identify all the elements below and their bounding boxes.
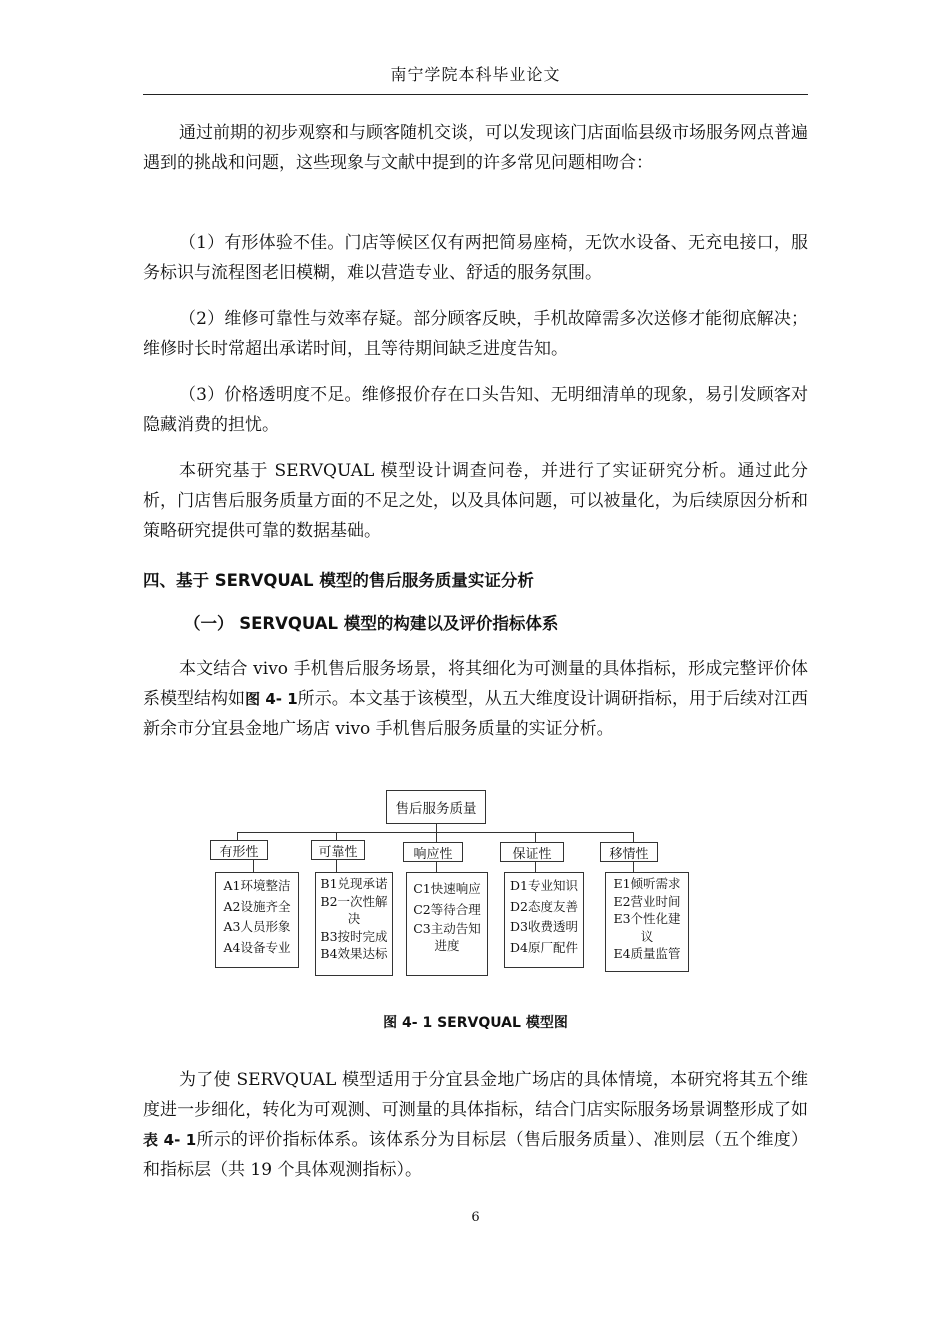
figure-caption: 图 4- 1 SERVQUAL 模型图 [383, 1015, 568, 1031]
indicator-item: B3按时完成 [320, 928, 388, 944]
connector [253, 860, 254, 872]
indicator-item: E3个性化建议 [613, 911, 681, 944]
page-number: 6 [471, 1210, 480, 1225]
subsection-heading: （一） SERVQUAL 模型的构建以及评价指标体系 [184, 614, 559, 633]
paragraph-model [143, 654, 808, 744]
diagram-root-box: 售后服务质量 [386, 790, 486, 824]
indicator-list-reliability [315, 872, 393, 976]
paragraph-intro: 通过前期的初步观察和与顾客随机交谈，可以发现该门店面临县级市场服务网点普遍遇到的挑战和问题，这些现象与文献中提到的许多常见问题相吻合： [143, 123, 808, 173]
indicator-item: C2等待合理 [413, 901, 481, 917]
dimension-reliability: 可靠性 [311, 840, 365, 860]
indicator-list-empathy [605, 872, 689, 972]
table-reference: 表 4- 1 [143, 1131, 197, 1149]
dimension-empathy: 移情性 [600, 842, 658, 862]
dimension-tangibles: 有形性 [210, 840, 268, 860]
indicator-item: E2营业时间 [613, 893, 681, 909]
connector [633, 862, 634, 872]
servqual-model-diagram [205, 790, 695, 980]
indicator-item: D4原厂配件 [510, 939, 578, 955]
indicator-item: C1快速响应 [413, 881, 481, 896]
indicator-list-tangibles [215, 872, 299, 968]
indicator-item: E4质量监管 [613, 946, 681, 961]
paragraph-item-1: （1）有形体验不佳。门店等候区仅有两把简易座椅，无饮水设备、无充电接口，服务标识与流程图老旧模糊，难以营造专业、舒适的服务氛围。 [143, 233, 808, 283]
paragraph-model-text-1: 本文结合 vivo 手机售后服务场景，将其细化为可测量的具体指标，形成完整评价体系模型结构如 [143, 659, 808, 709]
indicator-item: D3收费透明 [510, 919, 578, 934]
connector [633, 832, 634, 842]
paragraph-item-2: （2）维修可靠性与效率存疑。部分顾客反映，手机故障需多次送修才能彻底解决；维修时长时常超出承诺时间，且等待期间缺乏进度告知。 [143, 309, 808, 359]
indicator-list-responsiveness [406, 872, 488, 976]
indicator-item: B1兑现承诺 [320, 876, 388, 891]
paragraph-model-text-2: 所示。本文基于该模型，从五大维度设计调研指标，用于后续对江西新余市分宜县金地广场店 vivo 手机售后服务质量的实证分析。 [143, 689, 809, 739]
indicator-item: D2态度友善 [510, 898, 578, 914]
indicator-item: E1倾听需求 [613, 876, 681, 891]
header-rule [143, 94, 808, 95]
paragraph-indicators-text-2: 所示的评价指标体系。该体系分为目标层（售后服务质量）、准则层（五个维度）和指标层（共 19 个具体观测指标）。 [143, 1130, 808, 1180]
connector [436, 832, 437, 842]
indicator-item: B4效果达标 [320, 946, 388, 961]
paragraph-indicators-text-1: 为了使 SERVQUAL 模型适用于分宜县金地广场店的具体情境，本研究将其五个维度进一步细化，转化为可观测、可测量的具体指标，结合门店实际服务场景调整形成了如 [143, 1070, 808, 1120]
indicator-item: A1环境整洁 [223, 878, 291, 893]
connector [336, 860, 337, 872]
dimension-responsiveness: 响应性 [403, 842, 463, 862]
connector [436, 824, 437, 832]
indicator-item: B2一次性解决 [320, 893, 388, 926]
dimension-assurance: 保证性 [500, 842, 564, 862]
paragraph-item-3: （3）价格透明度不足。维修报价存在口头告知、无明细清单的现象，易引发顾客对隐藏消费的担忧。 [143, 385, 808, 435]
connector [535, 862, 536, 872]
indicator-item: A2设施齐全 [223, 898, 291, 914]
paragraph-indicators [143, 1065, 808, 1185]
connector [436, 862, 437, 872]
figure-reference: 图 4- 1 [245, 690, 298, 708]
connector [535, 832, 536, 842]
indicator-item: A3人员形象 [223, 919, 291, 934]
indicator-item: A4设备专业 [223, 939, 291, 955]
connector [237, 832, 238, 840]
paragraph-research: 本研究基于 SERVQUAL 模型设计调查问卷，并进行了实证研究分析。通过此分析，门店售后服务质量方面的不足之处，以及具体问题，可以被量化，为后续原因分析和策略研究提供可靠的数据基础。 [143, 461, 808, 541]
indicator-item: D1专业知识 [510, 878, 578, 893]
indicator-item: C3主动告知进度 [413, 921, 481, 953]
indicator-list-assurance [504, 872, 584, 968]
section-heading: 四、基于 SERVQUAL 模型的售后服务质量实证分析 [143, 571, 534, 590]
connector [336, 832, 337, 840]
page-header: 南宁学院本科毕业论文 [390, 65, 561, 84]
connector [237, 832, 633, 833]
